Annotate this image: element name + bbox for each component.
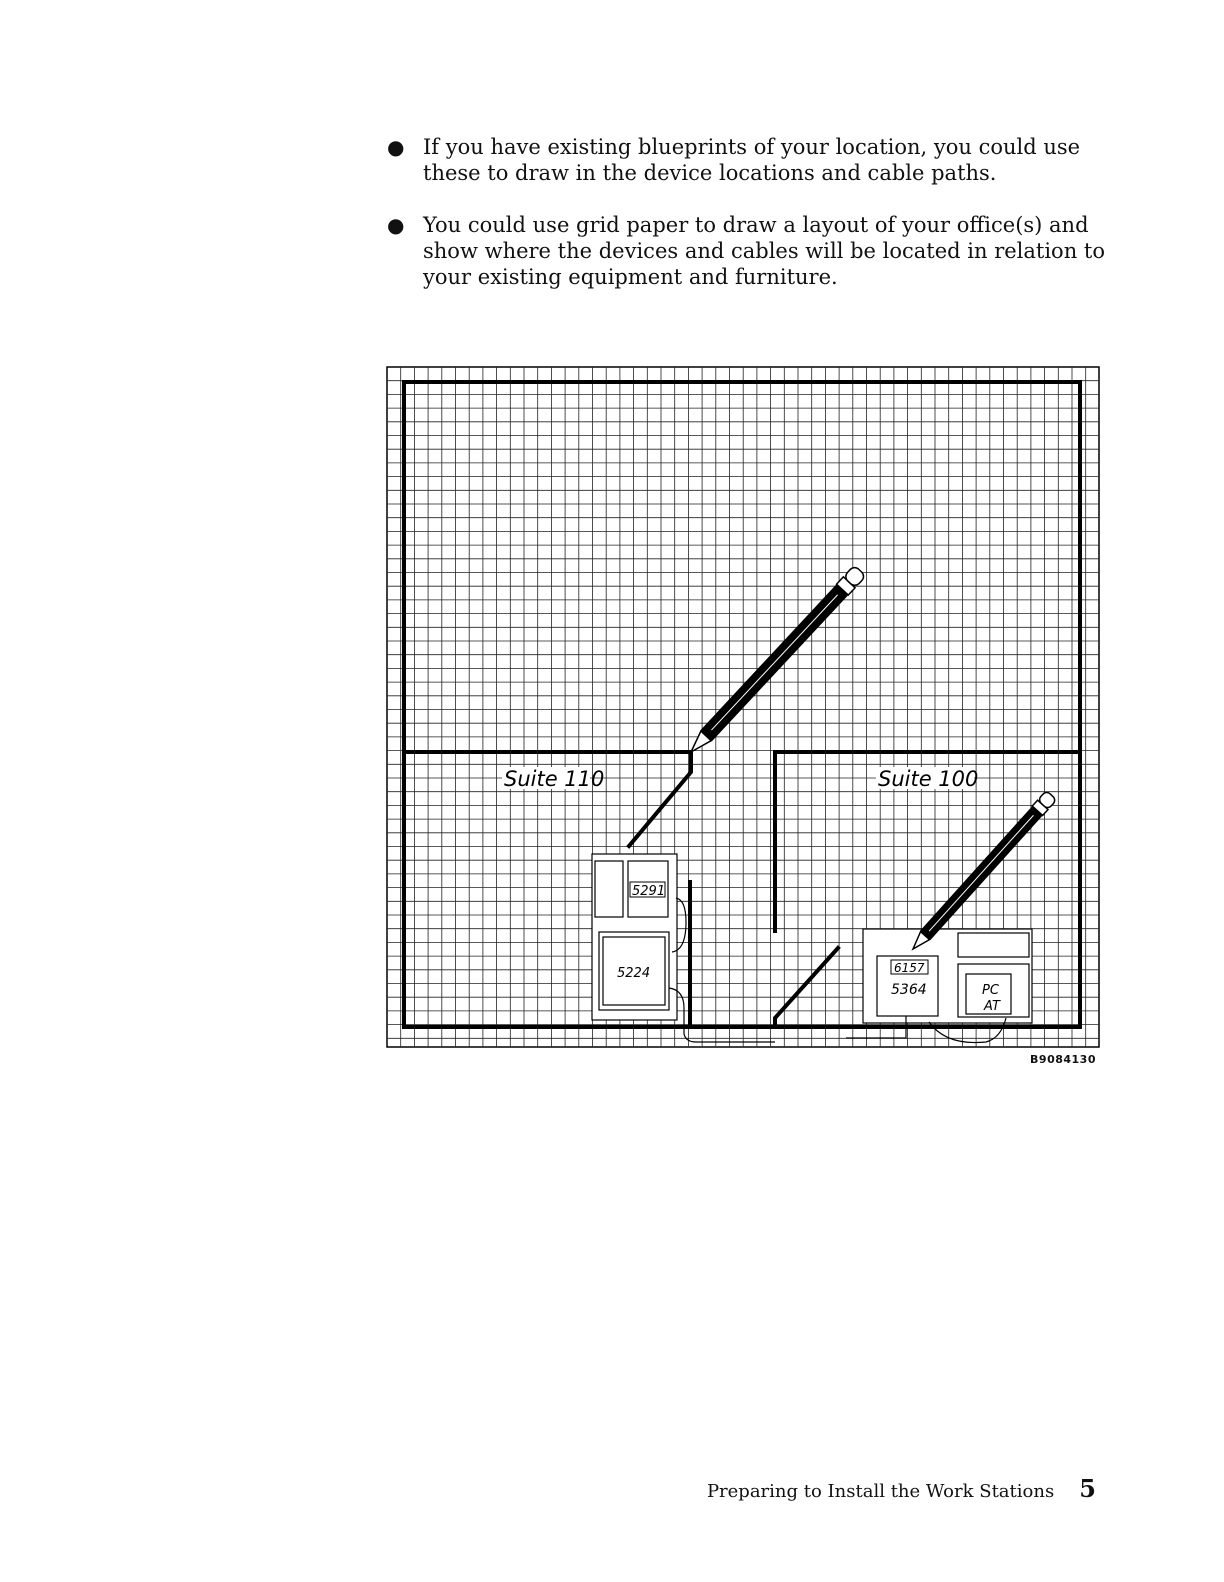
svg-text:Suite 110: Suite 110: [504, 767, 605, 791]
svg-text:AT: AT: [984, 999, 1000, 1014]
device-pc-at: [982, 983, 1001, 1014]
suite-110-label: [502, 767, 604, 791]
svg-text:6157: 6157: [894, 961, 925, 975]
svg-text:5291: 5291: [632, 884, 666, 899]
footer-title: Preparing to Install the Work Stations: [706, 1481, 1055, 1502]
page-footer: [600, 1474, 1096, 1503]
svg-text:5224: 5224: [617, 966, 651, 981]
svg-text:5364: 5364: [891, 982, 927, 998]
suite-100-label: [876, 767, 978, 791]
bullet-item: [385, 134, 1105, 186]
svg-text:PC: PC: [982, 983, 999, 998]
device-5364: [891, 982, 927, 998]
bullet-dot-icon: ●: [387, 135, 405, 159]
svg-text:Suite 100: Suite 100: [878, 767, 979, 791]
bullet-list: [385, 134, 1105, 316]
device-6157: [891, 960, 928, 975]
figure-id: B9084130: [1030, 1053, 1096, 1066]
bullet-dot-icon: ●: [387, 213, 405, 237]
floor-plan-figure: [386, 366, 1100, 1048]
device-5224: [617, 966, 650, 981]
bullet-text: If you have existing blueprints of your location, you could use these to draw in the device locations and cable paths.: [423, 135, 1081, 185]
device-5291: [630, 882, 665, 899]
bullet-item: [385, 212, 1105, 290]
page-number: 5: [1079, 1474, 1096, 1503]
bullet-text: You could use grid paper to draw a layout of your office(s) and show where the devices and cables will be located in relation to your existing equipment and furniture.: [423, 213, 1105, 289]
